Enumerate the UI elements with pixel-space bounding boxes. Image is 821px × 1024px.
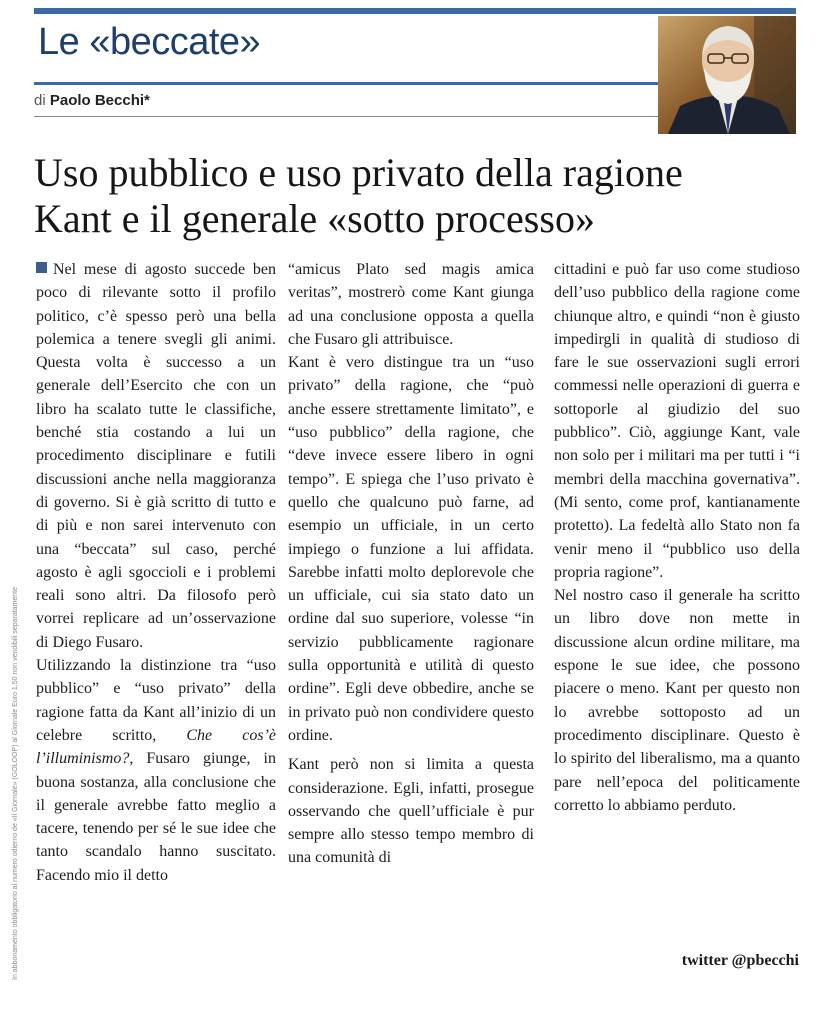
byline-rule	[34, 116, 660, 117]
column-title: Le «beccate»	[38, 21, 261, 63]
article-paragraph: “amicus Plato sed magis amica veritas”, mostrerò come Kant giunga ad una conclusione opposta a quella che Fusaro gli attribuisce.	[288, 261, 534, 348]
article-paragraph: Kant è vero distingue tra un “uso privato” della ragione, che “può anche essere strettamente limitato”, e “uso pubblico” della ragione, che “deve invece essere libero in ogni tempo”. E spiega che l’uso privato è quello che qualcuno può farne, ad esempio un ufficiale, in un certo impiego o funzione a lui affidata. Sarebbe infatti molto deplorevole che un ufficiale, cui sia stato dato un ordine dal suo superiore, volesse “in servizio pubblicamente ragionare sulla opportunità e utilità di questo ordine”. Egli deve obbedire, anche se in privato può non condividere questo ordine.	[288, 354, 534, 744]
article-paragraph: cittadini e può far uso come studioso dell’uso pubblico della ragione come chiunque altro, e quindi “non è giusto impedirgli in qualità di studioso di fare le sue osservazioni sugli errori commessi nelle operazioni di guerra e sottoporle al giudizio del suo pubblico”. Ciò, aggiunge Kant, vale non solo per i militari ma per tutti i “i membri della macchina governativa”. (Mi sento, come prof, kantianamente protetto). La fedeltà allo Stato non fa venir meno il “pubblico uso della propria ragione”.	[554, 261, 800, 581]
paragraph-text: Nel mese di agosto succede ben poco di rilevante sotto il profilo politico, c’è spesso però una bella polemica a tenere svegli gli animi. Questa volta è successo a un generale dell’Esercito che con un libro ha scalato tutte le classifiche, benché stia costando a lui un procedimento disciplinare e futili discussioni anche nella maggioranza di governo. Si è già scritto di tutto e di più e non sarei intervenuto con una “beccata” sul caso, perché agosto è agli sgoccioli e i problemi reali sono altri. Da filosofo però vorrei replicare ad un’osservazione di Diego Fusaro.	[36, 261, 276, 651]
side-note	[2, 230, 19, 980]
byline-author: Paolo Becchi*	[49, 92, 150, 109]
book-title: Che cos’è l’illuminismo?	[36, 726, 277, 768]
twitter-handle: twitter @pbecchi	[681, 952, 799, 969]
article-paragraph: Kant però non si limita a questa considerazione. Egli, infatti, prosegue osservando che quell’ufficiale è pur sempre allo stesso tempo membro di una comunità di	[288, 756, 534, 867]
article-column-1	[36, 258, 276, 887]
byline	[34, 90, 150, 112]
headline	[34, 150, 794, 242]
paragraph-text: Utilizzando la distinzione tra “uso pubblico” e “uso privato” della ragione fatta da Kant all’inizio di un celebre scritto,	[36, 657, 276, 744]
article-paragraph	[36, 258, 276, 654]
article-paragraph: Nel nostro caso il generale ha scritto un libro dove non mette in discussione alcun ordine militare, ma espone le sue idee, che possono piacere o meno. Kant per questo non lo avrebbe sottoposto ad un procedimento disciplinare. Questo è lo spirito del liberalismo, ma a quanto pare nell’epoca del politicamente corretto lo abbiamo perduto.	[554, 587, 800, 814]
author-portrait	[658, 16, 796, 134]
portrait-illustration	[658, 16, 796, 134]
article-column-3	[554, 258, 800, 817]
side-note-text: In abbonamento obbligatorio al numero odierno de «Il Giornale» (GOLOOP) al Giornale Euro 1,50 non vendibili separatamente	[12, 586, 19, 980]
headline-line-2: Kant e il generale «sotto processo»	[34, 196, 595, 241]
title-rule	[34, 82, 660, 85]
headline-line-1: Uso pubblico e uso privato della ragione	[34, 150, 683, 195]
top-rule	[34, 8, 796, 14]
article-column-2	[288, 258, 534, 870]
byline-prefix: di	[34, 92, 50, 109]
paragraph-text: , Fusaro giunge, in buona sostanza, alla conclusione che il generale avrebbe fatto meglio a tacere, tenendo per sé le sue idee che tanto scandalo hanno suscitato. Facendo mio il detto	[36, 750, 276, 884]
article-paragraph	[36, 654, 276, 887]
bullet-square-icon	[36, 262, 47, 273]
